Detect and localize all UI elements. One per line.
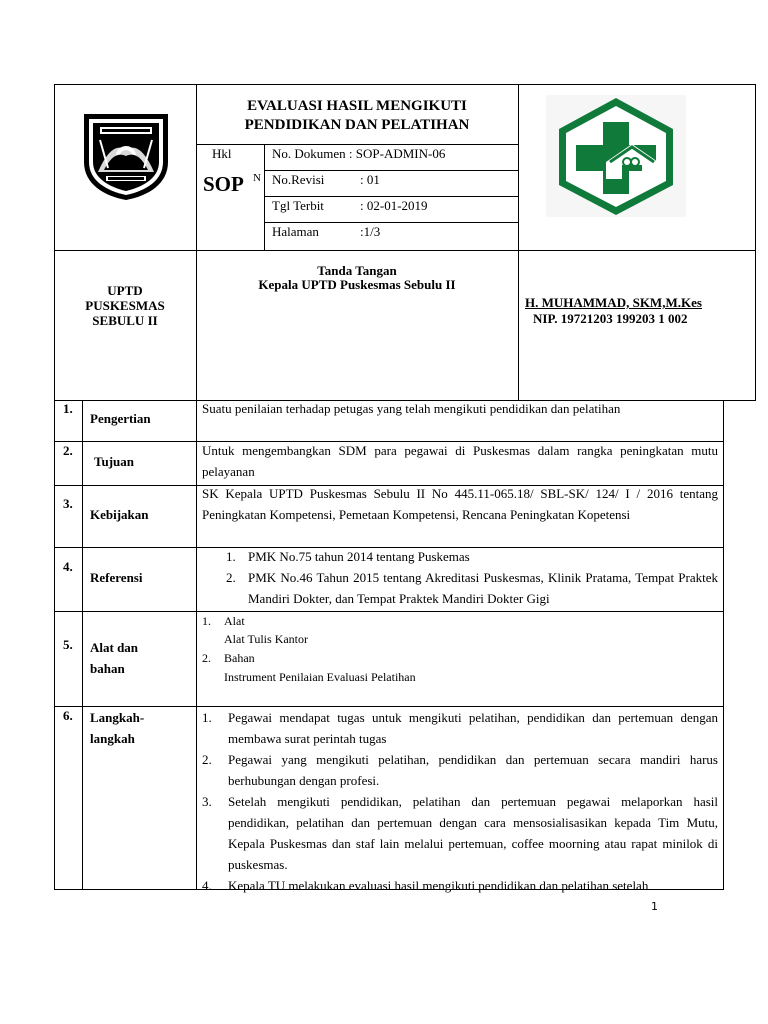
row-text-pengertian: Suatu penilaian terhadap petugas yang telah mengikuti pendidikan dan pelatihan [202,401,621,416]
signature-title: Kepala UPTD Puskesmas Sebulu II [258,277,456,292]
list-item-number: 3. [202,794,212,809]
docinfo-line-4 [264,222,518,223]
list-item-title: Bahan [224,651,255,665]
row-label-langkah-line-1: Langkah- [90,710,145,725]
document-title-line-1: EVALUASI HASIL MENGIKUTI [247,98,467,114]
row-label-pengertian: Pengertian [90,411,151,426]
page-number: 1 [651,900,658,913]
row-label-langkah-line-2: langkah [90,731,135,746]
content-divider-label [196,400,197,890]
sop-label: SOP [203,172,244,196]
row-label-referensi: Referensi [90,570,143,585]
row-label-kebijakan: Kebijakan [90,507,149,522]
signatory-name: H. MUHAMMAD, SKM,M.Kes [525,295,702,310]
row-number: 6. [63,708,73,723]
row-number: 3. [63,496,73,511]
halaman-value: :1/3 [360,224,381,239]
list-item-number: 1. [202,710,212,725]
halaman-label: Halaman [272,224,319,239]
row-line-4 [54,611,724,612]
row-number: 4. [63,559,73,574]
docinfo-line-2 [264,170,518,171]
org-name-line-1: UPTD [107,283,143,298]
signatory-nip: NIP. 19721203 199203 1 002 [533,311,688,326]
header-divider-2 [518,84,519,400]
list-item: PMK No.75 tahun 2014 tentang Puskemas [248,549,470,564]
docinfo-line-1 [196,144,518,145]
list-item-detail: Alat Tulis Kantor [224,632,309,646]
revisi-label: No.Revisi [272,172,325,187]
content-border-right [723,400,724,890]
header-border-left [54,84,55,400]
header-border-mid [54,250,756,251]
row-number: 2. [63,443,73,458]
org-name-line-3: SEBULU II [92,313,158,328]
row-label-alat-line-1: Alat dan [90,640,139,655]
row-label-tujuan: Tujuan [94,454,134,469]
list-item-number: 1. [226,549,236,564]
revisi-value: : 01 [360,172,380,187]
hkl-label: Hkl [212,146,232,161]
row-text-kebijakan: SK Kepala UPTD Puskesmas Sebulu II No 445.11-065.18/ SBL-SK/ 124/ I / 2016 tentang Peningkatan Kompetensi, Pemetaan Kompetensi, Rencana Peningkatan Kopetensi [202,486,718,522]
list-item-number: 2. [226,570,236,585]
row-number: 5. [63,637,73,652]
list-item-detail: Instrument Penilaian Evaluasi Pelatihan [224,670,416,684]
docinfo-divider [264,144,265,250]
signature-heading: Tanda Tangan [317,263,397,278]
terbit-value: : 02-01-2019 [360,198,428,213]
row-text-tujuan: Untuk mengembangkan SDM para pegawai di Puskesmas dalam rangka peningkatan mutu pelayanan [202,443,718,479]
list-item: Setelah mengikuti pendidikan, pelatihan dan pertemuan pegawai melaporkan hasil pendidikan, pelatihan dan pertemuan dengan cara mensosialisasikan kepada Tim Mutu, Kepala Puskesmas dan staf lain melalui pertemuan, coffee moorning atau rapat minilok di puskesmas. [228,794,718,872]
list-item: PMK No.46 Tahun 2015 tentang Akreditasi Puskesmas, Klinik Pratama, Tempat Praktek Mandiri Dokter, dan Tempat Praktek Mandiri Dokter Gigi [248,570,718,606]
header-border-top [54,84,756,85]
terbit-label: Tgl Terbit [272,198,324,213]
row-number: 1. [63,401,73,416]
list-item-number: 4. [202,878,212,893]
content-divider-number [82,400,83,890]
content-border-left [54,400,55,890]
list-item-number: 2. [202,651,211,665]
row-label-alat-line-2: bahan [90,661,125,676]
sop-superscript: N [253,172,261,184]
docinfo-line-3 [264,196,518,197]
regional-emblem-icon [78,110,174,202]
org-name-line-2: PUSKESMAS [85,298,165,313]
list-item-number: 2. [202,752,212,767]
list-item: Kepala TU melakukan evaluasi hasil mengikuti pendidikan dan pelatihan setelah [228,878,649,893]
list-item: Pegawai mendapat tugas untuk mengikuti pelatihan, pendidikan dan pertemuan dengan membawa surat perintah tugas [228,710,718,746]
list-item-number: 1. [202,614,211,628]
list-item: Pegawai yang mengikuti pelatihan, pendidikan dan pertemuan secara mandiri harus berhubungan dengan profesi. [228,752,718,788]
document-title-line-2: PENDIDIKAN DAN PELATIHAN [244,117,470,133]
puskesmas-logo-icon [546,95,686,217]
doc-number: No. Dokumen : SOP-ADMIN-06 [272,146,446,161]
header-border-right [755,84,756,400]
list-item-title: Alat [224,614,245,628]
